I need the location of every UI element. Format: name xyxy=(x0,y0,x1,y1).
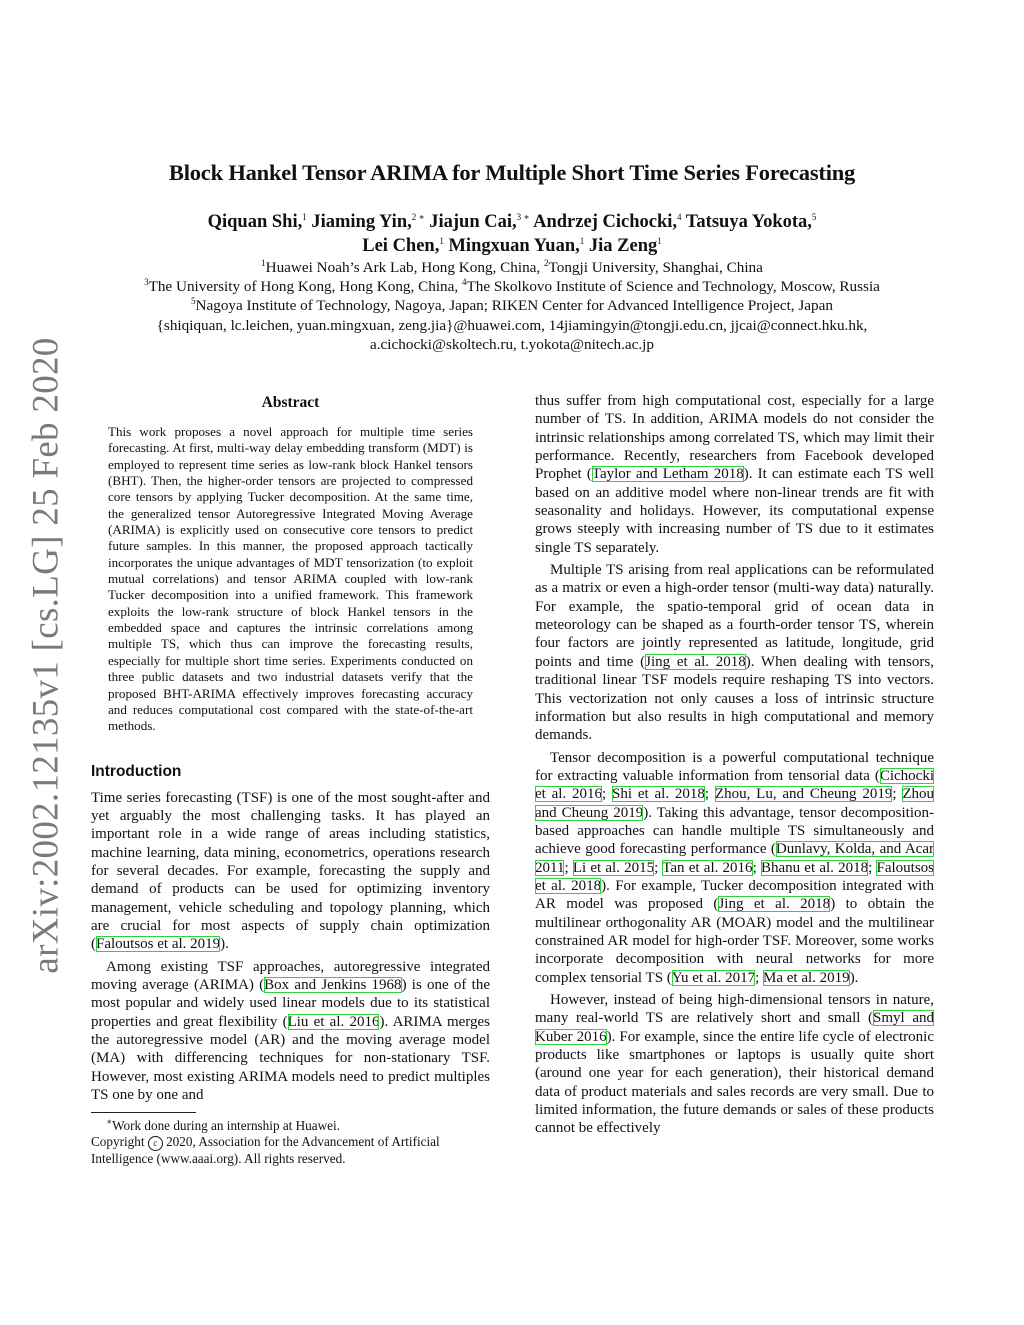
paragraph-text: Tensor decomposition is a powerful computational technique for extracting valuable information from tensorial data ( xyxy=(535,749,934,784)
affiliation-line-3 xyxy=(80,296,944,315)
affiliation-sup: 2 xyxy=(544,257,549,268)
author-name: Andrzej Cichocki, xyxy=(529,212,677,232)
author-sup: 5 xyxy=(811,211,817,222)
citation-link[interactable]: Jing et al. 2018 xyxy=(718,896,831,913)
citation-link[interactable]: Smyl and Kuber 2016 xyxy=(535,1010,934,1045)
author-sup: 4 xyxy=(677,211,682,222)
citation-separator: ; xyxy=(752,859,761,876)
affiliation-line-1 xyxy=(80,258,944,277)
citation-link[interactable]: Faloutsos et al. 2019 xyxy=(96,936,221,953)
right-column xyxy=(535,392,934,1138)
footnote-mark: ∗ xyxy=(106,1116,113,1127)
citation-link[interactable]: Dunlavy, Kolda, and Acar 2011 xyxy=(535,841,934,876)
paragraph-text: ). For example, Tucker decomposition integrated with AR model was proposed ( xyxy=(535,877,934,913)
paragraph-text: ). Taking this advantage, tensor decomposition-based approaches can handle multiple TS simultaneously and achieve good forecasting performance ( xyxy=(535,804,934,858)
paper-header xyxy=(80,210,944,354)
author-name: Qiquan Shi, xyxy=(207,212,303,232)
intro-paragraph-5 xyxy=(535,749,934,987)
copyright-notice xyxy=(91,1134,490,1167)
affiliation-text: The University of Hong Kong, Hong Kong, China, xyxy=(148,278,462,296)
paragraph-text: ) is one of the most popular and widely used linear models due to its statistical properties and great flexibility ( xyxy=(91,976,490,1030)
citation-separator: ; xyxy=(602,786,613,803)
introduction-heading: Introduction xyxy=(91,762,182,780)
affiliation-text: Tongji University, Shanghai, China xyxy=(548,259,763,276)
citation-separator: ; xyxy=(892,786,903,803)
abstract-heading: Abstract xyxy=(261,394,320,411)
intro-paragraph-6 xyxy=(535,991,934,1138)
affiliation-text: The Skolkovo Institute of Science and Technology, Moscow, Russia xyxy=(466,278,880,296)
author-line-1 xyxy=(80,210,944,234)
citation-link[interactable]: Ma et al. 2019 xyxy=(763,969,850,986)
citation-link[interactable]: Zhou and Cheung 2019 xyxy=(535,786,935,821)
affiliation-sup: 1 xyxy=(261,257,266,268)
intro-paragraph-2 xyxy=(91,958,490,1105)
citation-link[interactable]: Zhou, Lu, and Cheung 2019 xyxy=(714,786,893,803)
footnote-internship xyxy=(91,1118,490,1134)
email-line-1: {shiqiquan, lc.leichen, yuan.mingxuan, zeng.jia}@huawei.com, 14jiamingyin@tongji.edu.cn, jjcai@connect.hku.hk, xyxy=(156,316,868,334)
arxiv-stamp-text: arXiv:2002.12135v1 [cs.LG] 25 Feb 2020 xyxy=(25,336,67,974)
intro-paragraph-1 xyxy=(91,789,490,954)
paragraph-text: Multiple TS arising from real applications can be reformulated as a matrix or even a high-order tensor (multi-way data) naturally. For example, the spatio-temporal grid of ocean data in meteorology can be shaped as a fourth-order tensor TS, wherein four factors are jointly represented as latitude, longitude, grid points and time ( xyxy=(535,562,934,670)
citation-link[interactable]: Taylor and Letham 2018 xyxy=(591,466,744,483)
paragraph-text: ). ARIMA merges the autoregressive model (AR) and the moving average model (MA) with differencing techniques for non-stationary TSF. However, most existing ARIMA models need to predict multiples TS one by one and xyxy=(91,1013,490,1104)
citation-link[interactable]: Tan et al. 2016 xyxy=(662,859,753,876)
citation-link[interactable]: Box and Jenkins 1968 xyxy=(264,976,402,993)
affiliation-sup: 3 xyxy=(144,277,149,288)
citation-link[interactable]: Jing et al. 2018 xyxy=(645,653,746,670)
left-column xyxy=(91,392,490,1167)
citation-separator: ; xyxy=(654,859,663,876)
citation-link[interactable]: Yu et al. 2017 xyxy=(671,969,756,986)
intro-paragraph-4 xyxy=(535,561,934,744)
footnote-rule xyxy=(91,1112,196,1113)
citation-separator: ; xyxy=(868,859,877,876)
citation-link[interactable]: Li et al. 2015 xyxy=(572,859,655,876)
paragraph-text: ). When dealing with tensors, traditional linear TSF models require reshaping TS into vectors. This vectorization not only causes a loss of intrinsic structure information but also results in high computational and memory demands. xyxy=(535,653,934,744)
intro-paragraph-3 xyxy=(535,392,934,557)
author-sup: 1 xyxy=(657,235,662,246)
author-name: Jiaming Yin, xyxy=(306,212,412,232)
author-name: Tatsuya Yokota, xyxy=(681,212,812,232)
affiliation-line-2 xyxy=(80,277,944,296)
paragraph-text: However, instead of being high-dimensional tensors in nature, many real-world TS are relatively short and small ( xyxy=(535,992,934,1027)
affiliation-sup: 4 xyxy=(461,277,467,288)
author-sup: 1 xyxy=(302,211,307,222)
author-name: Lei Chen, xyxy=(362,236,440,256)
author-sup: 3 ∗ xyxy=(516,211,530,222)
affiliation-text: Nagoya Institute of Technology, Nagoya, Japan; RIKEN Center for Advanced Intelligence Project, Japan xyxy=(195,297,833,315)
paper-title: Block Hankel Tensor ARIMA for Multiple Short Time Series Forecasting xyxy=(168,160,856,185)
citation-separator: ; xyxy=(564,859,573,876)
author-name: Jia Zeng xyxy=(584,236,658,256)
citation-separator: ; xyxy=(704,786,715,803)
copyright-text: 2020, Association for the Advancement of Artificial Intelligence (www.aaai.org). All rights reserved. xyxy=(91,1134,440,1167)
arxiv-stamp xyxy=(22,336,70,974)
copyright-text: Copyright xyxy=(91,1134,148,1150)
citation-link[interactable]: Shi et al. 2018 xyxy=(612,786,705,803)
paragraph-text: ) to obtain the multilinear orthogonality AR (MOAR) model and the multilinear constrained AR model for high-order TSF. Moreover, some works incorporate decomposition with neural networks for more complex tensorial TS ( xyxy=(535,896,935,986)
citation-link[interactable]: Liu et al. 2016 xyxy=(287,1013,380,1030)
citation-separator: ; xyxy=(755,969,764,986)
paragraph-text: ). It can estimate each TS well based on an additive model where non-linear trends are fit with seasonality and holidays. However, its computational expense grows steeply with increasing number of TS due to it estimates single TS separately. xyxy=(535,466,934,556)
paragraph-text: thus suffer from high computational cost, especially for a large number of TS. In addition, ARIMA models do not consider the intrinsic relationships among correlated TS, which may limit their performance. Recently, researchers from Facebook developed Prophet ( xyxy=(535,393,934,483)
citation-link[interactable]: Faloutsos et al. 2018 xyxy=(535,859,934,894)
paragraph-text: ). xyxy=(220,936,229,953)
copyright-icon: c xyxy=(148,1136,163,1151)
author-name: Mingxuan Yuan, xyxy=(443,236,580,256)
citation-link[interactable]: Cichocki et al. 2016 xyxy=(535,767,934,803)
author-sup: 1 xyxy=(579,235,585,246)
paragraph-text: ). xyxy=(849,969,859,986)
paragraph-text: Among existing TSF approaches, autoregressive integrated moving average (ARIMA) ( xyxy=(91,958,490,993)
author-sup: 1 xyxy=(439,235,444,246)
abstract-text: This work proposes a novel approach for multiple time series forecasting. At first, multi-way delay embedding transform (MDT) is employed to represent time series as low-rank block Hankel tensors (BHT). Then, the higher-order tensors are projected to compressed core tensors by applying Tucker decomposition. At the same time, the generalized tensor Autoregressive Integrated Moving Average (ARIMA) is explicitly used on consecutive core tensors to predict future samples. In this manner, the proposed approach tactically incorporates the unique advantages of MDT tensorization (to exploit mutual correlations) and tensor ARIMA coupled with low-rank Tucker decomposition into a unified framework. This framework exploits the low-rank structure of block Hankel tensors in the embedded space and captures the intrinsic correlations among multiple TS, which thus can improve the forecasting results, especially for multiple short time series. Experiments conducted on three public datasets and two industrial datasets verify that the proposed BHT-ARIMA effectively improves forecasting accuracy and reduces computational cost compared with the state-of-the-art methods. xyxy=(108,424,473,734)
affiliation-text: Huawei Noah’s Ark Lab, Hong Kong, China, xyxy=(265,259,545,276)
author-name: Jiajun Cai, xyxy=(424,212,517,232)
author-line-2 xyxy=(80,234,944,258)
footnote-text: Work done during an internship at Huawei. xyxy=(112,1118,340,1134)
email-line-2: a.cichocki@skoltech.ru, t.yokota@nitech.ac.jp xyxy=(370,335,654,353)
paragraph-text: Time series forecasting (TSF) is one of the most sought-after and yet arguably the most challenging tasks. It has played an important role in a wide range of areas including statistics, machine learning, data mining, econometrics, operations research for several decades. For example, forecasting the supply and demand of products can be used for optimizing inventory management, vehicle scheduling and topology planning, which are crucial for most aspects of supply chain optimization ( xyxy=(91,789,490,953)
affiliation-sup: 5 xyxy=(191,296,196,307)
citation-link[interactable]: Bhanu et al. 2018 xyxy=(760,859,869,876)
author-sup: 2 ∗ xyxy=(411,211,425,222)
paragraph-text: ). For example, since the entire life cycle of electronic products like smartphones or laptops is usually quite short (around one year for each generation), their historical demand data of product materials and sales records are very small. Due to limited information, the future demands or sales of these products cannot be effectively xyxy=(535,1028,934,1137)
